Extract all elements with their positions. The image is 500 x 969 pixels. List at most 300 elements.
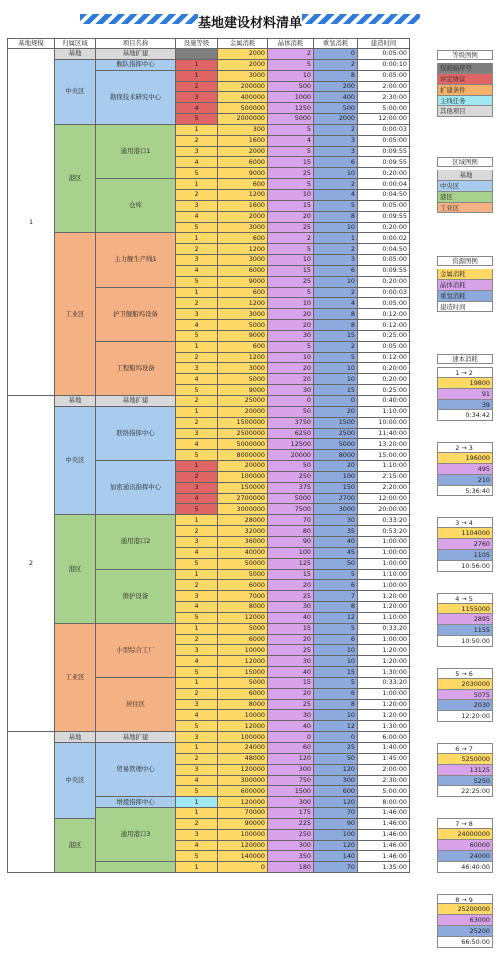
cell-time: 1:20:00: [358, 710, 410, 721]
cell-crystal: 20: [268, 580, 314, 591]
cell-metal: 48000: [218, 753, 268, 764]
cell-metal: 12000: [218, 612, 268, 623]
cell-level: 1: [176, 287, 218, 298]
cell-time: 0:09:55: [358, 211, 410, 222]
cell-gas: 0: [314, 396, 358, 407]
speedup-range: 7 → 8: [437, 818, 493, 829]
cell-gas: 0: [314, 732, 358, 743]
cell-crystal: 350: [268, 851, 314, 862]
cell-crystal: 15: [268, 569, 314, 580]
cell-time: 15:00:00: [358, 450, 410, 461]
cell-level: 1: [176, 179, 218, 190]
cell-time: 0:12:00: [358, 352, 410, 363]
cell-time: 0:04:50: [358, 244, 410, 255]
cell-scale: 1: [8, 49, 55, 396]
cell-level: 5: [176, 558, 218, 569]
cell-gas: 500: [314, 103, 358, 114]
table-row: [8, 743, 410, 754]
cell-time: 0:00:03: [358, 287, 410, 298]
cell-crystal: 30: [268, 602, 314, 613]
cell-gas: 2700: [314, 493, 358, 504]
cell-crystal: 6250: [268, 428, 314, 439]
legend-level-2: 扩建条件: [437, 85, 493, 96]
speedup-crystal: 91: [437, 389, 493, 400]
cell-gas: 15: [314, 330, 358, 341]
speedup-group: [437, 517, 493, 571]
cell-crystal: 15: [268, 623, 314, 634]
speedup-group: [437, 442, 493, 496]
cell-level: 4: [176, 211, 218, 222]
cell-gas: 10: [314, 168, 358, 179]
cell-level: 5: [176, 385, 218, 396]
cell-gas: 2: [314, 244, 358, 255]
legend-res-metal: 金属消耗: [437, 269, 493, 280]
cell-crystal: 2: [268, 233, 314, 244]
cell-time: 0:00:10: [358, 59, 410, 70]
cell-gas: 15: [314, 667, 358, 678]
cell-level: 2: [176, 396, 218, 407]
table-row: [8, 396, 410, 407]
cell-crystal: 3750: [268, 417, 314, 428]
cell-time: 1:00:00: [358, 547, 410, 558]
title-bar: [0, 0, 500, 38]
cell-level: 1: [176, 461, 218, 472]
cell-metal: 9000: [218, 385, 268, 396]
cell-metal: 70000: [218, 808, 268, 819]
level-legend-title: 等级图例: [437, 50, 493, 60]
cell-time: 2:20:00: [358, 482, 410, 493]
cell-metal: 120000: [218, 764, 268, 775]
cell-crystal: 1000: [268, 92, 314, 103]
cell-level: 1: [176, 797, 218, 808]
cell-metal: 12000: [218, 656, 268, 667]
cell-crystal: 250: [268, 471, 314, 482]
cell-crystal: 15: [268, 265, 314, 276]
cell-gas: 10: [314, 222, 358, 233]
cell-gas: 2: [314, 59, 358, 70]
cell-project: 主力舰生产线1: [96, 233, 176, 287]
cell-crystal: 1500: [268, 786, 314, 797]
cell-level: 2: [176, 526, 218, 537]
cell-time: 1:46:00: [358, 829, 410, 840]
cell-time: 0:05:00: [358, 70, 410, 81]
cell-crystal: 15: [268, 200, 314, 211]
cell-time: 1:20:00: [358, 699, 410, 710]
cell-gas: 30: [314, 515, 358, 526]
cell-level: 3: [176, 309, 218, 320]
cell-project: 联络指挥中心: [96, 406, 176, 460]
cell-time: 1:10:00: [358, 569, 410, 580]
cell-level: 2: [176, 688, 218, 699]
cell-level: 5: [176, 168, 218, 179]
cell-level: 5: [176, 276, 218, 287]
cell-area: 港区: [55, 818, 96, 872]
speedup-crystal: 13125: [437, 765, 493, 776]
cell-gas: 0: [314, 49, 358, 60]
table-header-row: [8, 39, 410, 49]
cell-gas: 3000: [314, 504, 358, 515]
cell-time: 0:09:55: [358, 265, 410, 276]
cell-crystal: 50: [268, 461, 314, 472]
cell-level: 1: [176, 124, 218, 135]
cell-gas: 10: [314, 374, 358, 385]
cell-level: 2: [176, 753, 218, 764]
cell-metal: 3000: [218, 255, 268, 266]
speedup-metal: 19800: [437, 378, 493, 389]
cell-crystal: 375: [268, 482, 314, 493]
cell-level: 5: [176, 330, 218, 341]
cell-gas: 600: [314, 786, 358, 797]
cell-level: 5: [176, 851, 218, 862]
cell-crystal: 0: [268, 396, 314, 407]
cell-metal: 50000: [218, 558, 268, 569]
cell-level: 2: [176, 352, 218, 363]
cell-level: 2: [176, 417, 218, 428]
cell-metal: 9000: [218, 168, 268, 179]
cell-metal: 2000000: [218, 114, 268, 125]
cell-project: 基地扩建: [96, 49, 176, 60]
cell-level: 3: [176, 764, 218, 775]
cell-level: 1: [176, 623, 218, 634]
cell-time: 1:46:00: [358, 851, 410, 862]
cell-crystal: 5000: [268, 114, 314, 125]
cell-gas: 3: [314, 146, 358, 157]
speedup-gas: 5250: [437, 776, 493, 787]
cell-crystal: 15: [268, 677, 314, 688]
cell-time: 5:00:00: [358, 103, 410, 114]
header-project: 项目名称: [96, 39, 176, 49]
cell-area: 工业区: [55, 233, 96, 396]
cell-metal: 8000: [218, 699, 268, 710]
cell-project: 居住区: [96, 677, 176, 731]
speedup-range: 5 → 6: [437, 668, 493, 679]
cell-gas: 5: [314, 677, 358, 688]
cell-time: 1:10:00: [358, 612, 410, 623]
table-row: [8, 49, 410, 60]
speedup-crystal: 2760: [437, 539, 493, 550]
area-legend: [437, 157, 493, 213]
cell-level: 3: [176, 92, 218, 103]
speedup-group: [437, 367, 493, 421]
cell-time: 1:40:00: [358, 743, 410, 754]
cell-gas: 120: [314, 764, 358, 775]
cell-time: 0:04:50: [358, 189, 410, 200]
cell-crystal: 20: [268, 211, 314, 222]
cell-gas: 20: [314, 461, 358, 472]
cell-metal: 2500000: [218, 428, 268, 439]
legend-level-4: 其他项目: [437, 106, 493, 117]
cell-metal: 3000: [218, 309, 268, 320]
speedup-time: 22:25:00: [437, 786, 493, 797]
cell-time: 1:46:00: [358, 840, 410, 851]
cell-gas: 10: [314, 645, 358, 656]
cell-time: 20:00:00: [358, 504, 410, 515]
table-row: [8, 818, 410, 829]
cell-level: 1: [176, 862, 218, 873]
header-level: 设施等级: [176, 39, 218, 49]
cell-crystal: 12500: [268, 439, 314, 450]
cell-time: 0:20:00: [358, 363, 410, 374]
speedup-metal: 25200000: [437, 904, 493, 915]
materials-table: [7, 38, 410, 873]
cell-crystal: 250: [268, 829, 314, 840]
cell-gas: 6: [314, 688, 358, 699]
cell-project: [96, 862, 176, 873]
cell-metal: 400000: [218, 92, 268, 103]
legend-level-0: 仅初始序号: [437, 63, 493, 74]
cell-time: 1:20:00: [358, 645, 410, 656]
cell-area: 港区: [55, 124, 96, 232]
cell-project: 勘探技术研究中心: [96, 70, 176, 124]
cell-time: 1:00:00: [358, 634, 410, 645]
cell-gas: 35: [314, 526, 358, 537]
cell-metal: 1200: [218, 298, 268, 309]
cell-level: 3: [176, 829, 218, 840]
cell-metal: 200000: [218, 81, 268, 92]
cell-level: 3: [176, 732, 218, 743]
cell-level: 4: [176, 439, 218, 450]
cell-project: 舰队指挥中心: [96, 59, 176, 70]
cell-time: 2:15:00: [358, 471, 410, 482]
cell-crystal: 2: [268, 49, 314, 60]
cell-time: 0:20:00: [358, 168, 410, 179]
cell-metal: 600: [218, 233, 268, 244]
cell-project: 增援指挥中心: [96, 797, 176, 808]
cell-gas: 5: [314, 352, 358, 363]
speedup-crystal: 2895: [437, 614, 493, 625]
cell-crystal: 125: [268, 558, 314, 569]
cell-level: 4: [176, 493, 218, 504]
cell-gas: 8: [314, 320, 358, 331]
cell-metal: 20000: [218, 461, 268, 472]
cell-gas: 7: [314, 591, 358, 602]
cell-crystal: 20: [268, 634, 314, 645]
cell-crystal: 50: [268, 406, 314, 417]
cell-time: 0:00:03: [358, 124, 410, 135]
cell-time: 1:46:00: [358, 808, 410, 819]
cell-level: 5: [176, 114, 218, 125]
cell-time: 0:33:20: [358, 677, 410, 688]
cell-level: 1: [176, 743, 218, 754]
cell-gas: 12: [314, 721, 358, 732]
speedup-gas: 24000: [437, 851, 493, 862]
cell-gas: 8: [314, 699, 358, 710]
cell-crystal: 10: [268, 70, 314, 81]
speedup-group: [437, 818, 493, 872]
cell-metal: 6000: [218, 580, 268, 591]
cell-time: 0:00:02: [358, 233, 410, 244]
cell-level: 1: [176, 70, 218, 81]
table-row: [8, 732, 410, 743]
cell-crystal: 175: [268, 808, 314, 819]
legend-area-port: 港区: [437, 192, 493, 203]
cell-metal: 500000: [218, 103, 268, 114]
cell-gas: 10: [314, 656, 358, 667]
cell-crystal: 20: [268, 309, 314, 320]
cell-level: 2: [176, 81, 218, 92]
cell-gas: 20: [314, 406, 358, 417]
speedup-metal: 196000: [437, 453, 493, 464]
cell-metal: 6000: [218, 265, 268, 276]
cell-metal: 7000: [218, 591, 268, 602]
cell-project: 小型综合工厂: [96, 623, 176, 677]
cell-crystal: 1250: [268, 103, 314, 114]
cell-time: 1:00:00: [358, 536, 410, 547]
cell-crystal: 5: [268, 287, 314, 298]
cell-crystal: 180: [268, 862, 314, 873]
cell-level: 1: [176, 406, 218, 417]
cell-crystal: 10: [268, 298, 314, 309]
cell-gas: 100: [314, 829, 358, 840]
cell-metal: 9000: [218, 276, 268, 287]
cell-level: 2: [176, 189, 218, 200]
cell-level: 1: [176, 515, 218, 526]
cell-metal: 20000: [218, 406, 268, 417]
cell-gas: 10: [314, 276, 358, 287]
cell-metal: 1500000: [218, 417, 268, 428]
speedup-group: [437, 668, 493, 722]
page-title: 基地建设材料清单: [197, 16, 302, 31]
cell-crystal: 15: [268, 157, 314, 168]
cell-metal: 6000: [218, 157, 268, 168]
cell-metal: 300000: [218, 775, 268, 786]
cell-time: 5:00:00: [358, 786, 410, 797]
cell-level: 2: [176, 580, 218, 591]
cell-gas: 3: [314, 135, 358, 146]
cell-metal: 300: [218, 124, 268, 135]
cell-time: 0:25:00: [358, 330, 410, 341]
cell-gas: 90: [314, 818, 358, 829]
cell-level: 3: [176, 482, 218, 493]
cell-gas: 25: [314, 743, 358, 754]
cell-time: 0:20:00: [358, 374, 410, 385]
cell-metal: 5000: [218, 677, 268, 688]
cell-crystal: 750: [268, 775, 314, 786]
cell-level: 3: [176, 699, 218, 710]
cell-metal: 2000: [218, 59, 268, 70]
cell-area: 港区: [55, 515, 96, 623]
speedup-range: 8 → 9: [437, 894, 493, 905]
table-row: [8, 623, 410, 634]
cell-gas: 50: [314, 753, 358, 764]
speedup-range: 3 → 4: [437, 517, 493, 528]
cell-metal: 15000: [218, 667, 268, 678]
cell-crystal: 30: [268, 656, 314, 667]
speedup-gas: 39: [437, 400, 493, 411]
cell-level: 4: [176, 547, 218, 558]
cell-metal: 2000: [218, 146, 268, 157]
speedup-gas: 2030: [437, 700, 493, 711]
cell-level: 5: [176, 222, 218, 233]
cell-metal: 40000: [218, 547, 268, 558]
cell-time: 0:05:00: [358, 200, 410, 211]
cell-time: 0:33:20: [358, 623, 410, 634]
speedup-range: 2 → 3: [437, 442, 493, 453]
cell-crystal: 5: [268, 124, 314, 135]
cell-time: 0:09:55: [358, 157, 410, 168]
cell-gas: 10: [314, 363, 358, 374]
cell-time: 0:05:00: [358, 49, 410, 60]
cell-metal: 0: [218, 862, 268, 873]
cell-crystal: 5000: [268, 493, 314, 504]
cell-level: 2: [176, 471, 218, 482]
cell-time: 1:10:00: [358, 461, 410, 472]
cell-gas: 100: [314, 471, 358, 482]
table-row: [8, 124, 410, 135]
cell-time: 2:00:00: [358, 81, 410, 92]
cell-metal: 8000: [218, 602, 268, 613]
cell-time: 2:30:00: [358, 775, 410, 786]
cell-project: 基地扩建: [96, 396, 176, 407]
cell-level: 4: [176, 775, 218, 786]
cell-level: 1: [176, 808, 218, 819]
cell-gas: 5: [314, 623, 358, 634]
header-scale: 基地规模: [8, 39, 55, 49]
table-row: [8, 406, 410, 417]
speedup-time: 66:50:00: [437, 937, 493, 948]
speedup-range: 6 → 7: [437, 743, 493, 754]
cell-crystal: 25: [268, 276, 314, 287]
cell-gas: 70: [314, 808, 358, 819]
cell-project: 通用港口2: [96, 515, 176, 569]
speedup-group: [437, 894, 493, 948]
cell-level: 1: [176, 341, 218, 352]
cell-time: 1:35:00: [358, 862, 410, 873]
level-legend: [437, 50, 493, 117]
cell-crystal: 60: [268, 743, 314, 754]
cell-project: 维护设备: [96, 569, 176, 623]
cell-crystal: 40: [268, 667, 314, 678]
cell-level: 1: [176, 233, 218, 244]
speedup-crystal: 5075: [437, 690, 493, 701]
cell-gas: 8: [314, 602, 358, 613]
cell-time: 0:40:00: [358, 396, 410, 407]
cell-level: 4: [176, 320, 218, 331]
cell-metal: 100000: [218, 829, 268, 840]
header-time: 建造时间: [358, 39, 410, 49]
cell-level: 3: [176, 255, 218, 266]
cell-metal: 9000: [218, 330, 268, 341]
cell-crystal: 10: [268, 352, 314, 363]
cell-crystal: 30: [268, 710, 314, 721]
speedup-crystal: 60000: [437, 840, 493, 851]
cell-metal: 1200: [218, 244, 268, 255]
cell-level: 3: [176, 536, 218, 547]
cell-level: 4: [176, 265, 218, 276]
speedup-time: 46:40:00: [437, 862, 493, 873]
speedup-time: 10:50:00: [437, 636, 493, 647]
table-row: [8, 59, 410, 70]
cell-scale: 2: [8, 396, 55, 732]
cell-time: 1:20:00: [358, 602, 410, 613]
speedup-crystal: 63000: [437, 915, 493, 926]
legend-area-industry: 工业区: [437, 203, 493, 214]
speedup-crystal: 495: [437, 464, 493, 475]
speedup-time: 12:20:00: [437, 711, 493, 722]
cell-time: 1:45:00: [358, 753, 410, 764]
cell-level: 2: [176, 298, 218, 309]
speedup-gas: 1155: [437, 625, 493, 636]
cell-level: 5: [176, 612, 218, 623]
cell-gas: 15: [314, 385, 358, 396]
cell-gas: 10: [314, 710, 358, 721]
cell-project: 基地扩建: [96, 732, 176, 743]
cell-crystal: 5: [268, 146, 314, 157]
cell-crystal: 25: [268, 645, 314, 656]
cell-crystal: 120: [268, 753, 314, 764]
resource-legend: [437, 256, 493, 312]
speedup-gas: 210: [437, 475, 493, 486]
